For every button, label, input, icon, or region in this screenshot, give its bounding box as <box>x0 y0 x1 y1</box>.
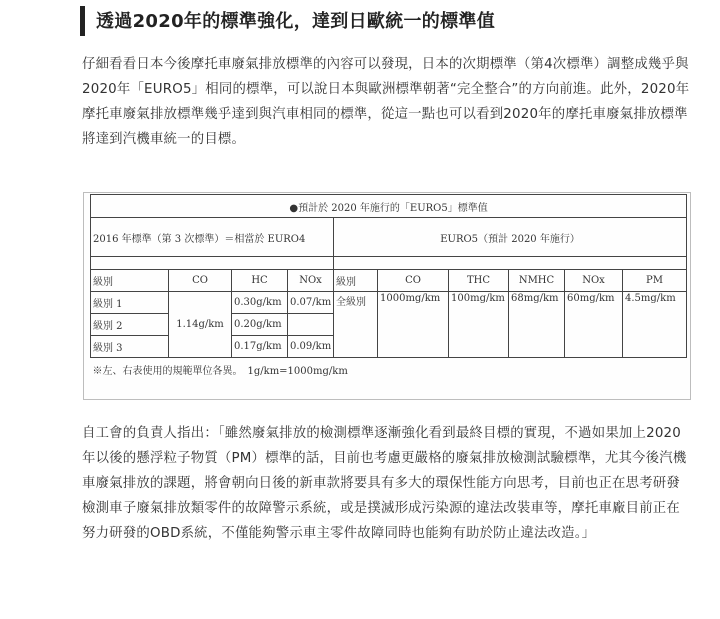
right-level: 全級別 <box>334 292 378 358</box>
left-header-nox: NOx <box>288 270 334 292</box>
heading-text: 透過2020年的標準強化，達到日歐統一的標準值 <box>96 11 495 32</box>
euro5-standards-table-image <box>83 192 691 400</box>
left-level-1: 級別 1 <box>91 292 169 314</box>
left-co-value: 1.14g/km <box>169 292 232 358</box>
table-note: ※左、右表使用的規範單位各異。 1g/km=1000mg/km <box>91 358 687 381</box>
paragraph-intro: 仔細看看日本今後摩托車廢氣排放標準的內容可以發現，日本的次期標準（第4次標準）調整成幾乎與2020年「EURO5」相同的標準，可以說日本與歐洲標準朝著“完全整合”的方向前進。此外，2020年摩托車廢氣排放標準幾乎達到與汽車相同的標準，從這一點也可以看到2020年的摩托車廢氣排放標準將達到汽機車統一的目標。 <box>82 57 690 147</box>
left-nox-2 <box>288 314 334 336</box>
right-nmhc: 68mg/km <box>509 292 565 358</box>
left-hc-3: 0.17g/km <box>232 336 288 358</box>
right-group-title: EURO5（預計 2020 年施行） <box>334 218 687 257</box>
right-thc: 100mg/km <box>449 292 509 358</box>
left-header-co: CO <box>169 270 232 292</box>
right-co: 1000mg/km <box>378 292 449 358</box>
right-pm: 4.5mg/km <box>623 292 687 358</box>
left-level-3: 級別 3 <box>91 336 169 358</box>
right-header-pm: PM <box>623 270 687 292</box>
euro5-standards-table <box>90 194 687 380</box>
left-level-2: 級別 2 <box>91 314 169 336</box>
section-heading <box>80 4 700 38</box>
left-nox-3: 0.09/km <box>288 336 334 358</box>
table-caption: ●預計於 2020 年施行的「EURO5」標準值 <box>91 195 687 218</box>
right-nox: 60mg/km <box>565 292 623 358</box>
right-header-level: 級別 <box>334 270 378 292</box>
left-group-title: 2016 年標準（第 3 次標準）＝相當於 EURO4 <box>91 218 334 257</box>
right-header-nmhc: NMHC <box>509 270 565 292</box>
table-row <box>91 292 687 314</box>
heading-accent-bar <box>80 6 85 36</box>
left-hc-1: 0.30g/km <box>232 292 288 314</box>
left-nox-1: 0.07/km <box>288 292 334 314</box>
right-header-co: CO <box>378 270 449 292</box>
left-hc-2: 0.20g/km <box>232 314 288 336</box>
right-header-thc: THC <box>449 270 509 292</box>
right-header-nox: NOx <box>565 270 623 292</box>
left-header-level: 級別 <box>91 270 169 292</box>
left-header-hc: HC <box>232 270 288 292</box>
paragraph-quote: 自工會的負責人指出：「雖然廢氣排放的檢測標準逐漸強化看到最終目標的實現，不過如果加上2020年以後的懸浮粒子物質（PM）標準的話，目前也考慮更嚴格的廢氣排放檢測試驗標準，尤其今後汽機車廢氣排放的課題，將會朝向日後的新車款將要具有多大的環保性能方向思考，目前也正在思考研發檢測車子廢氣排放類零件的故障警示系統，或是撲滅形成污染源的違法改裝車等，摩托車廠目前正在努力研發的OBD系統，不僅能夠警示車主零件故障同時也能夠有助於防止違法改造。」 <box>82 426 687 541</box>
